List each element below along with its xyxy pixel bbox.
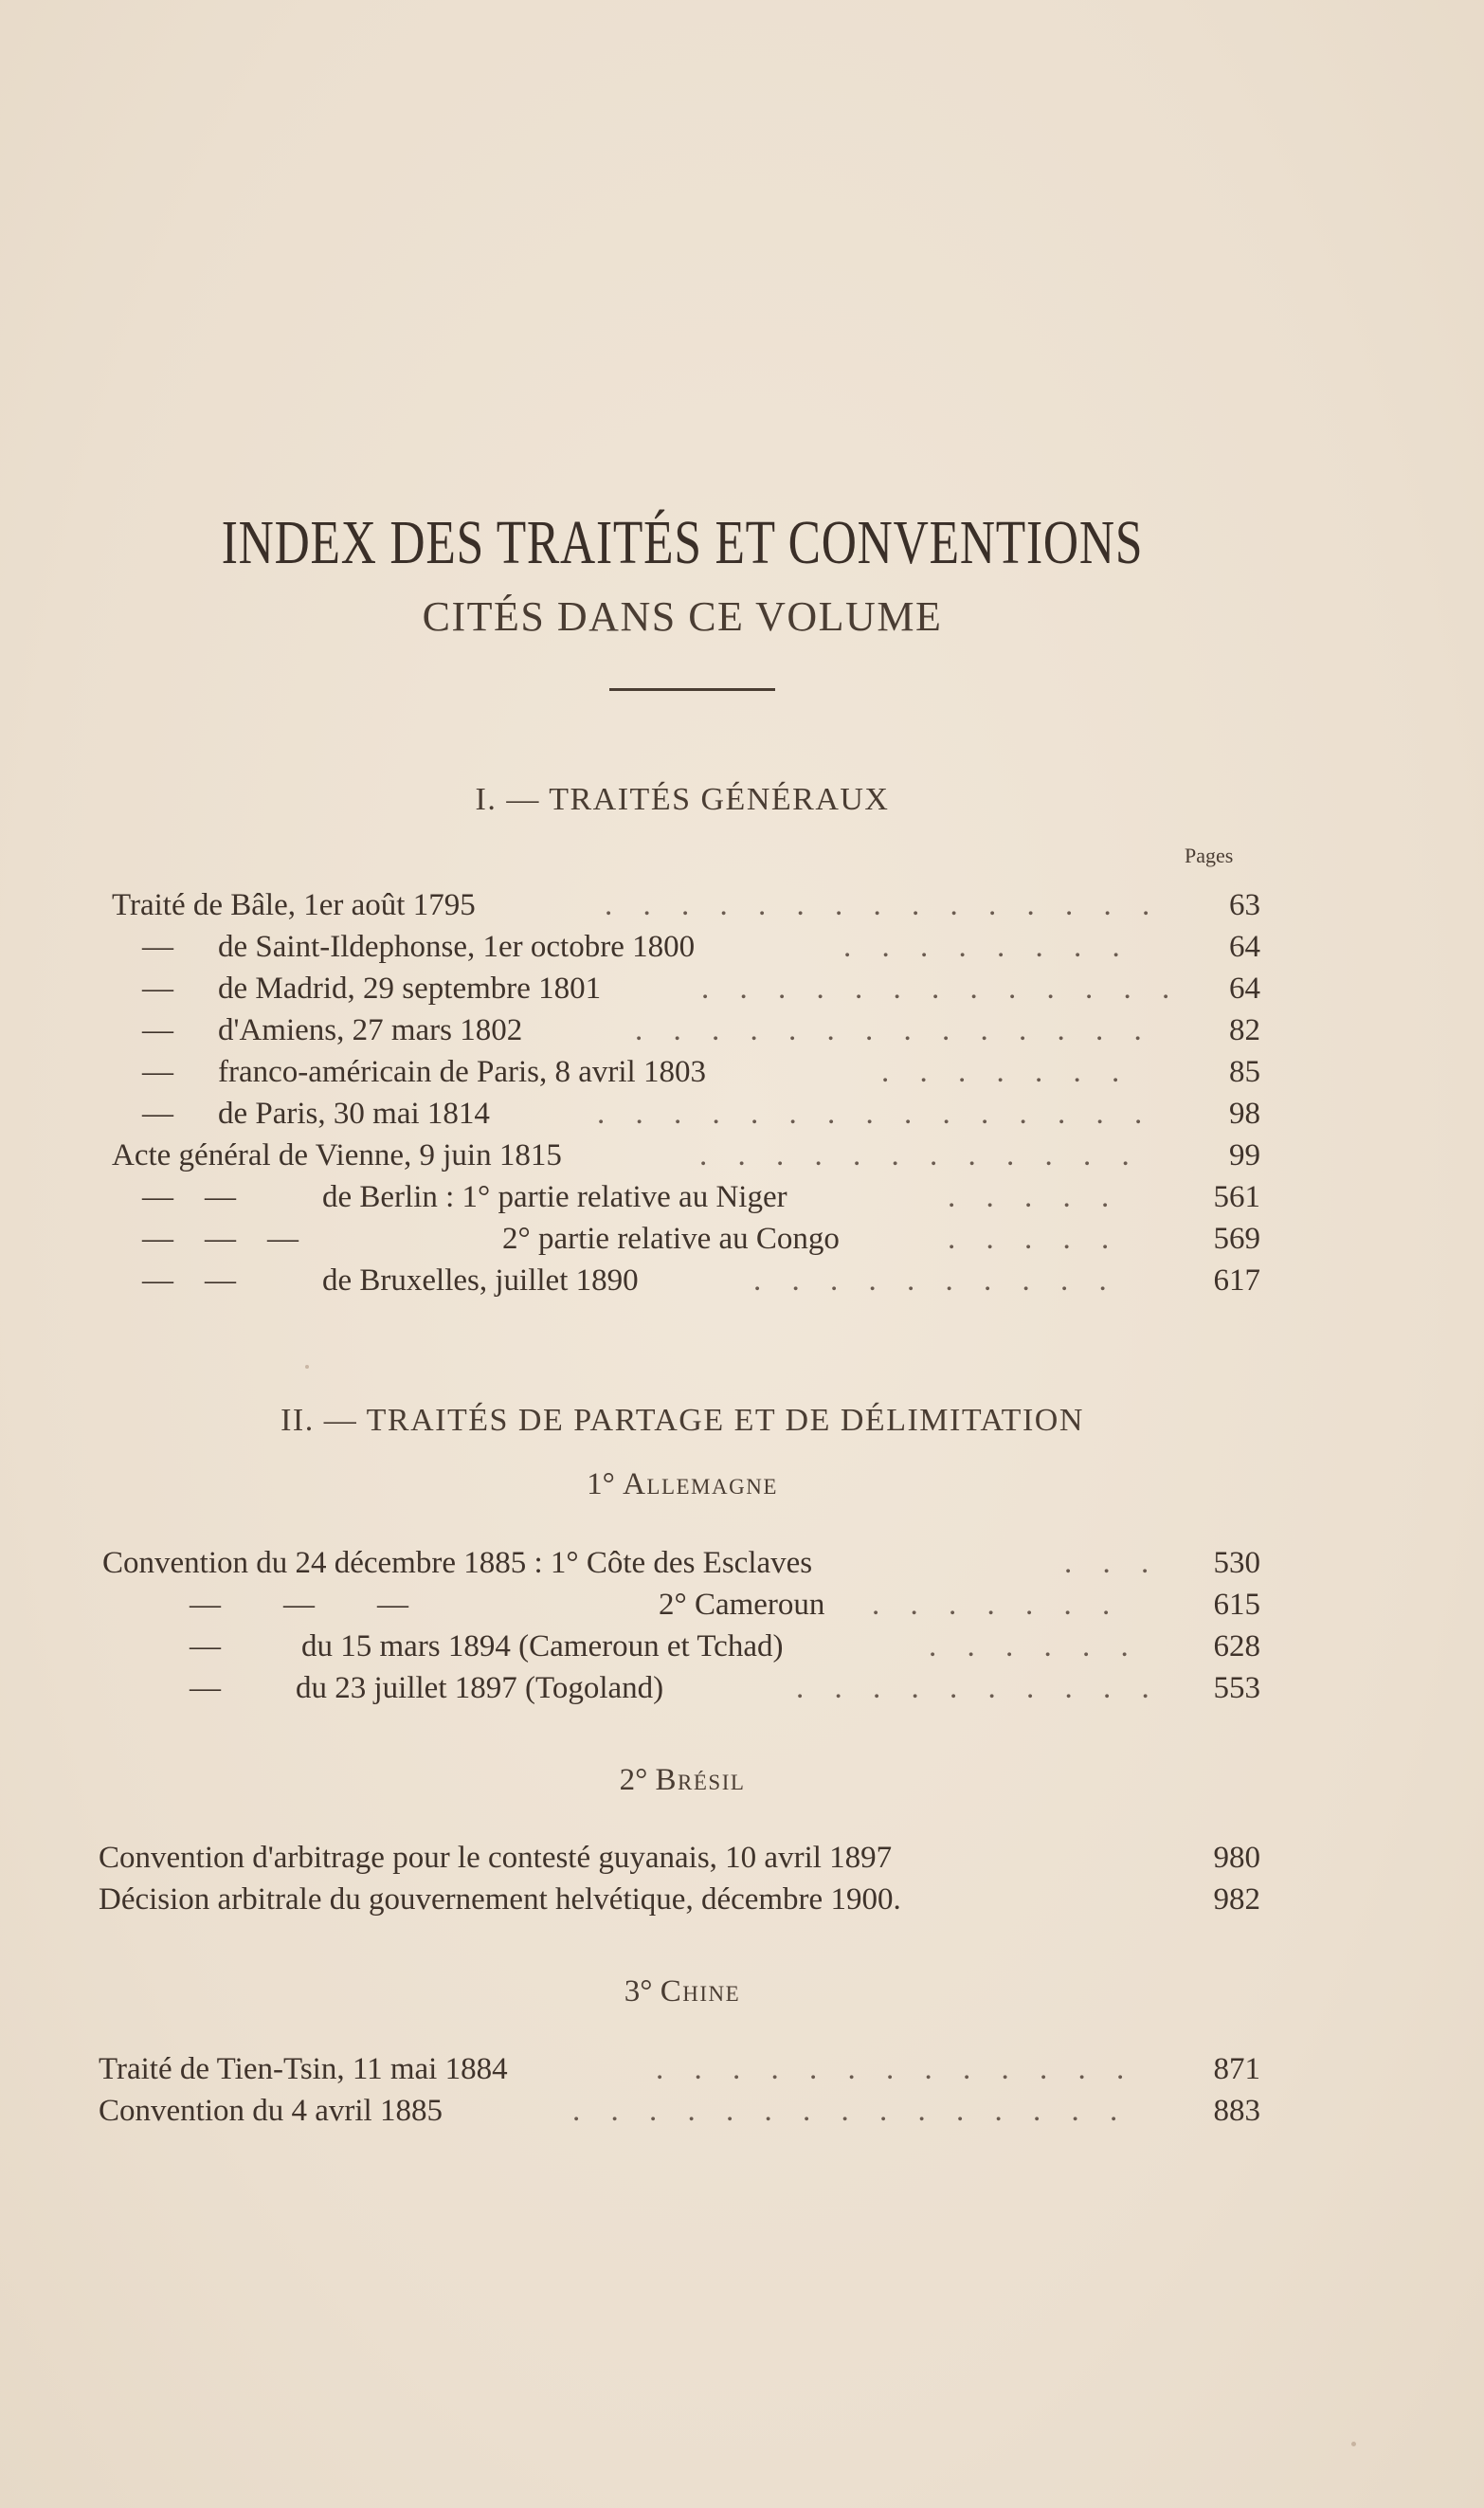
index-entry	[142, 1053, 1260, 1091]
leader-dots: . . . . . . . . . . . . .	[656, 2052, 1136, 2086]
entry-page: 871	[1213, 2052, 1260, 2086]
subsection-heading-allemagne	[0, 1467, 1365, 1502]
section-heading-partition-treaties: II. — TRAITÉS DE PARTAGE ET DE DÉLIMITATION	[281, 1403, 1084, 1438]
entry-page: 628	[1213, 1629, 1260, 1663]
entry-page: 980	[1213, 1841, 1260, 1875]
index-entry	[99, 2092, 1260, 2130]
subsection-name: Chine	[660, 1974, 741, 2008]
entry-page: 530	[1213, 1546, 1260, 1580]
index-entry	[99, 1881, 1260, 1918]
entry-page: 64	[1229, 930, 1260, 964]
index-entry	[142, 1095, 1260, 1133]
entry-title: Traité de Bâle, 1er août 1795	[112, 888, 476, 922]
index-entry	[142, 1262, 1260, 1299]
index-entry	[190, 1669, 1260, 1707]
leader-dots: . . . . . . . . . . . . . . .	[572, 2094, 1130, 2128]
leader-dots: . . . . . .	[929, 1629, 1140, 1663]
index-entry	[142, 970, 1260, 1008]
leader-dots: . . . . .	[948, 1180, 1121, 1214]
entry-page: 561	[1213, 1180, 1260, 1214]
leader-dots: . . . . . . . . . .	[796, 1671, 1161, 1705]
entry-page: 615	[1213, 1588, 1260, 1622]
ditto-mark: —	[142, 1013, 173, 1047]
ditto-mark: —	[190, 1671, 221, 1705]
entry-title: de Paris, 30 mai 1814	[218, 1097, 490, 1131]
entry-page: 553	[1213, 1671, 1260, 1705]
entry-title: Convention du 4 avril 1885	[99, 2094, 443, 2128]
leader-dots: . . . . . . . . . . . . . . .	[597, 1097, 1154, 1131]
entry-title: franco-américain de Paris, 8 avril 1803	[218, 1055, 706, 1089]
index-entry	[142, 1220, 1260, 1258]
ditto-mark: —	[142, 972, 173, 1006]
ditto-mark: — —	[142, 1180, 236, 1214]
ditto-mark: — — —	[142, 1222, 299, 1256]
entry-title: de Saint-Ildephonse, 1er octobre 1800	[218, 930, 696, 964]
page-subtitle: CITÉS DANS CE VOLUME	[422, 593, 943, 640]
index-entry	[142, 1011, 1260, 1049]
entry-title: de Bruxelles, juillet 1890	[322, 1263, 639, 1298]
ditto-mark: — — —	[190, 1588, 408, 1622]
entry-page: 98	[1229, 1097, 1260, 1131]
index-entry	[99, 1839, 1260, 1877]
pages-column-label: Pages	[1185, 844, 1234, 867]
title-divider	[609, 688, 775, 691]
ditto-mark: —	[142, 1055, 173, 1089]
entry-title: Décision arbitrale du gouvernement helvétique, décembre 1900.	[99, 1882, 901, 1917]
leader-dots: . . . . . . . . . . . .	[699, 1138, 1141, 1172]
entry-page: 617	[1213, 1263, 1260, 1298]
entry-title: 2° Cameroun	[659, 1588, 825, 1622]
entry-page: 85	[1229, 1055, 1260, 1089]
entry-title: Convention d'arbitrage pour le contesté guyanais, 10 avril 1897	[99, 1841, 893, 1875]
index-entry	[190, 1586, 1260, 1624]
index-entry	[112, 886, 1260, 924]
index-entry	[112, 1136, 1260, 1174]
ditto-mark: —	[190, 1629, 221, 1663]
subsection-number: 1°	[587, 1467, 615, 1501]
section-heading-general-treaties: I. — TRAITÉS GÉNÉRAUX	[475, 782, 890, 817]
ditto-mark: —	[142, 1097, 173, 1131]
paper-speck	[305, 1365, 309, 1369]
subsection-name: Brésil	[655, 1763, 746, 1797]
subsection-number: 3°	[624, 1974, 653, 2008]
index-entry	[190, 1627, 1260, 1665]
ditto-mark: —	[142, 930, 173, 964]
index-entry	[142, 1178, 1260, 1216]
entry-title: du 15 mars 1894 (Cameroun et Tchad)	[301, 1629, 784, 1663]
entry-title: Acte général de Vienne, 9 juin 1815	[112, 1138, 562, 1172]
entry-page: 64	[1229, 972, 1260, 1006]
entry-page: 82	[1229, 1013, 1260, 1047]
index-entry	[99, 2050, 1260, 2088]
paper-speck	[1351, 2442, 1356, 2446]
leader-dots: . . . . . . . . . . . . . .	[635, 1013, 1153, 1047]
entry-title: 2° partie relative au Congo	[502, 1222, 840, 1256]
leader-dots: . . . . . . .	[881, 1055, 1131, 1089]
leader-dots: . . . . . . . . . . . . . . .	[605, 888, 1162, 922]
entry-page: 569	[1213, 1222, 1260, 1256]
index-entry	[142, 928, 1260, 966]
leader-dots: . . . . . . . .	[843, 930, 1131, 964]
ditto-mark: — —	[142, 1263, 236, 1298]
page-title: INDEX DES TRAITÉS ET CONVENTIONS	[221, 508, 1144, 577]
subsection-number: 2°	[619, 1763, 648, 1797]
leader-dots: . . . . .	[948, 1222, 1121, 1256]
subsection-heading-chine	[0, 1974, 1365, 2009]
leader-dots: . . . . . . . . . . . . .	[701, 972, 1182, 1006]
subsection-name: Allemagne	[623, 1467, 778, 1501]
entry-title: de Berlin : 1° partie relative au Niger	[322, 1180, 787, 1214]
leader-dots: . . .	[1064, 1546, 1161, 1580]
entry-title: du 23 juillet 1897 (Togoland)	[296, 1671, 664, 1705]
entry-page: 982	[1213, 1882, 1260, 1917]
entry-page: 63	[1229, 888, 1260, 922]
index-entry	[102, 1544, 1260, 1582]
entry-title: Convention du 24 décembre 1885 : 1° Côte des Esclaves	[102, 1546, 813, 1580]
entry-title: d'Amiens, 27 mars 1802	[218, 1013, 523, 1047]
leader-dots: . . . . . . .	[872, 1588, 1122, 1622]
entry-page: 99	[1229, 1138, 1260, 1172]
entry-page: 883	[1213, 2094, 1260, 2128]
leader-dots: . . . . . . . . . .	[753, 1263, 1118, 1298]
entry-title: de Madrid, 29 septembre 1801	[218, 972, 602, 1006]
entry-title: Traité de Tien-Tsin, 11 mai 1884	[99, 2052, 508, 2086]
subsection-heading-bresil	[0, 1763, 1365, 1798]
